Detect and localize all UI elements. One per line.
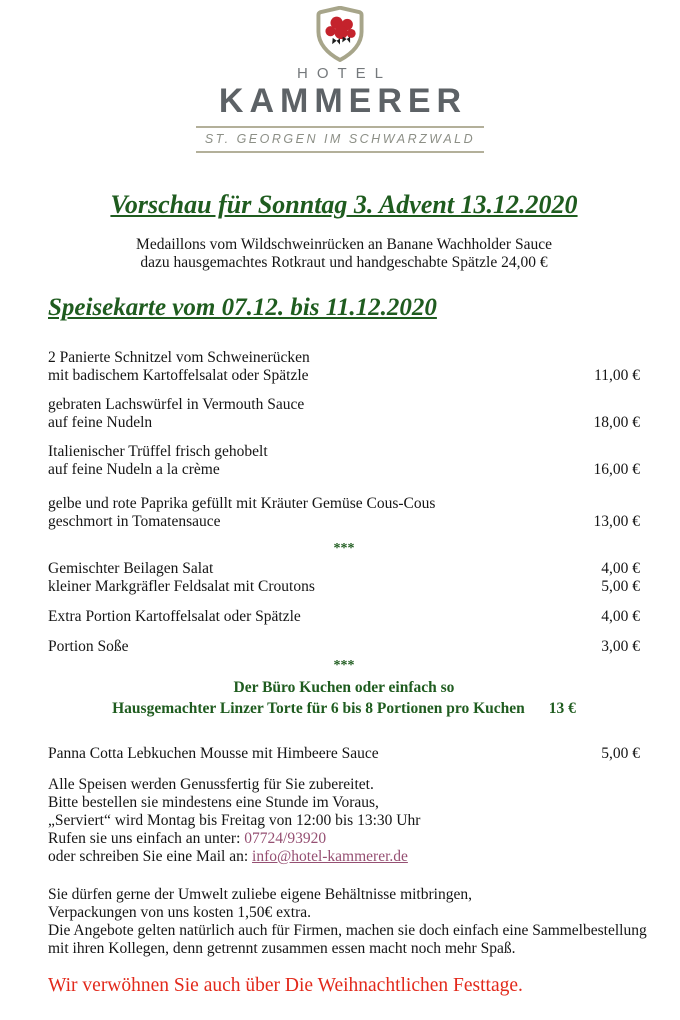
- logo-hotel-word: HOTEL: [296, 65, 392, 82]
- ordering-info: [48, 776, 640, 866]
- email-link[interactable]: info@hotel-kammerer.de: [252, 848, 408, 865]
- menu-item-name: Extra Portion Kartoffelsalat oder Spätzle: [48, 608, 301, 625]
- menu-item: [48, 443, 640, 479]
- cake-offer-price: 13 €: [548, 700, 576, 717]
- menu-item: [48, 349, 640, 385]
- closing-note: Wir verwöhnen Sie auch über Die Weihnachtlichen Festtage.: [48, 975, 523, 996]
- menu-item-price: 16,00 €: [593, 461, 640, 478]
- preview-special-line2: dazu hausgemachtes Rotkraut und handgeschabte Spätzle 24,00 €: [140, 254, 548, 271]
- preview-special: [48, 236, 640, 272]
- ordering-info-line: Alle Speisen werden Genussfertig für Sie zubereitet.: [48, 776, 374, 793]
- menu-item-name: Gemischter Beilagen Salat: [48, 560, 214, 577]
- ordering-info-line: Bitte bestellen sie mindestens eine Stunde im Voraus,: [48, 794, 379, 811]
- menu-item: [48, 578, 640, 596]
- menu-item-name: Italienischer Trüffel frisch gehobelt auf feine Nudeln a la crème: [48, 443, 268, 478]
- menu-item: [48, 396, 640, 432]
- main-dishes-list: [48, 349, 640, 531]
- menu-item-price: 13,00 €: [593, 513, 640, 530]
- cake-offer-detail: Hausgemachter Linzer Torte für 6 bis 8 Portionen pro Kuchen 13 €: [112, 700, 576, 717]
- hotel-crest-shield-icon: [302, 6, 378, 62]
- menu-item-price: 18,00 €: [593, 414, 640, 431]
- general-notes-line: Die Angebote gelten natürlich auch für Firmen, machen sie doch einfach eine Sammelbestellung: [48, 922, 647, 939]
- section-separator-stars: ***: [333, 541, 355, 556]
- menu-heading: Speisekarte vom 07.12. bis 11.12.2020: [48, 294, 437, 321]
- menu-item-name: Portion Soße: [48, 638, 129, 655]
- menu-item: [48, 560, 640, 578]
- logo-hotel-name: KAMMERER: [218, 82, 468, 120]
- menu-item-price: 4,00 €: [601, 608, 640, 625]
- cake-offer-title: Der Büro Kuchen oder einfach so: [233, 679, 455, 696]
- preview-special-line1: Medaillons vom Wildschweinrücken an Banane Wachholder Sauce: [136, 236, 552, 253]
- menu-item-name: kleiner Markgräfler Feldsalat mit Croutons: [48, 578, 315, 595]
- logo-tagline: ST. GEORGEN IM SCHWARZWALD: [196, 126, 484, 153]
- section-separator-stars: ***: [333, 658, 355, 673]
- ordering-info-line: oder schreiben Sie eine Mail an: info@hotel-kammerer.de: [48, 848, 408, 865]
- menu-item-price: 4,00 €: [601, 560, 640, 577]
- menu-item-price: 3,00 €: [601, 638, 640, 655]
- menu-item-price: 5,00 €: [601, 578, 640, 595]
- menu-item-price: 5,00 €: [601, 745, 640, 762]
- general-notes-line: Verpackungen von uns kosten 1,50€ extra.: [48, 904, 312, 921]
- side-dishes-list: [48, 560, 640, 656]
- general-notes-line: Sie dürfen gerne der Umwelt zuliebe eigene Behältnisse mitbringen,: [48, 886, 472, 903]
- phone-number: 07724/93920: [244, 830, 327, 847]
- menu-item: [48, 638, 640, 656]
- menu-item-price: 11,00 €: [594, 367, 640, 384]
- general-notes: [48, 886, 648, 958]
- preview-heading: Vorschau für Sonntag 3. Advent 13.12.2020: [110, 190, 578, 219]
- menu-item-name: Panna Cotta Lebkuchen Mousse mit Himbeere Sauce: [48, 745, 379, 762]
- menu-item-name: 2 Panierte Schnitzel vom Schweinerücken mit badischem Kartoffelsalat oder Spätzle: [48, 349, 310, 384]
- menu-item: [48, 608, 640, 626]
- general-notes-line: mit ihren Kollegen, denn getrennt zusammen essen macht noch mehr Spaß.: [48, 940, 516, 957]
- menu-item: [48, 745, 640, 763]
- menu-item-name: gebraten Lachswürfel in Vermouth Sauce auf feine Nudeln: [48, 396, 305, 431]
- menu-item: [48, 495, 640, 531]
- hotel-logo: [0, 0, 680, 153]
- ordering-info-line: Rufen sie uns einfach an unter: 07724/93920: [48, 830, 327, 847]
- menu-item-name: gelbe und rote Paprika gefüllt mit Kräuter Gemüse Cous-Cous geschmort in Tomatensauce: [48, 495, 436, 530]
- cake-offer: [48, 677, 640, 719]
- ordering-info-line: „Serviert“ wird Montag bis Freitag von 12:00 bis 13:30 Uhr: [48, 812, 421, 829]
